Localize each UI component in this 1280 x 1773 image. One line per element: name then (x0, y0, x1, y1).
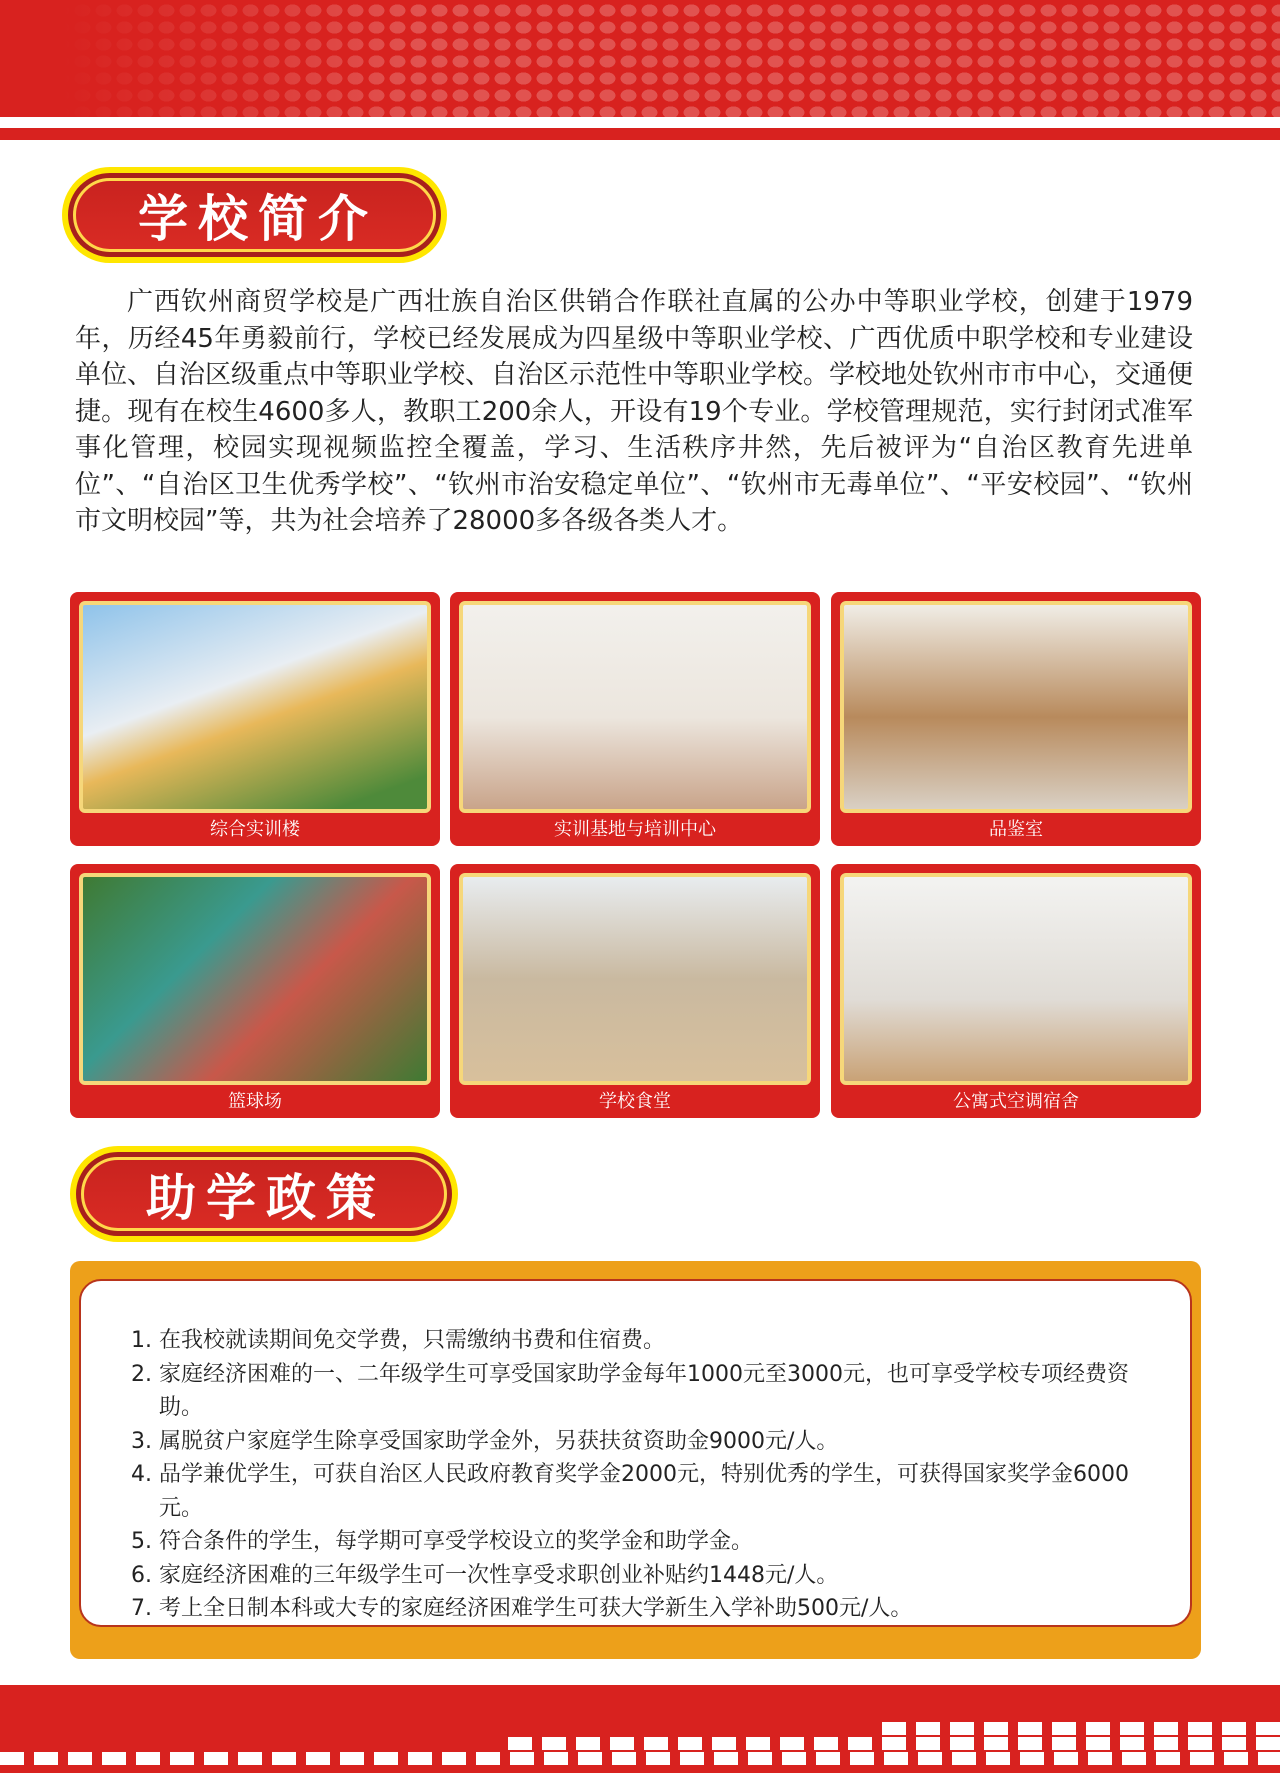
footer-square (986, 1752, 1010, 1765)
footer-square (136, 1752, 160, 1765)
footer-square (850, 1752, 874, 1765)
footer-square (578, 1752, 602, 1765)
footer-square (306, 1752, 330, 1765)
photo-card (70, 592, 440, 846)
policy-item: 5. 符合条件的学生，每学期可享受学校设立的奖学金和助学金。 (131, 1529, 753, 1554)
school-intro-text: 广西钦州商贸学校是广西壮族自治区供销合作联社直属的公办中等职业学校，创建于1979年，历经45年勇毅前行，学校已经发展成为四星级中等职业学校、广西优质中职学校和专业建设单位、自治区级重点中等职业学校、自治区示范性中等职业学校。学校地处钦州市市中心，交通便捷。现有在校生4600多人，教职工200余人，开设有19个专业。学校管理规范，实行封闭式准军事化管理，校园实现视频监控全覆盖，学习、生活秩序井然，先后被评为“自治区教育先进单位”、“自治区卫生优秀学校”、“钦州市治安稳定单位”、“钦州市无毒单位”、“平安校园”、“钦州市文明校园”等，共为社会培养了28000多各级各类人才。 (75, 287, 1194, 536)
photo-image (459, 601, 811, 813)
footer-square (884, 1752, 908, 1765)
photo-image (840, 873, 1192, 1085)
policy-item: 1. 在我校就读期间免交学费，只需缴纳书费和住宿费。 (131, 1328, 665, 1353)
section-title: 学校简介 (73, 178, 436, 252)
footer-square (204, 1752, 228, 1765)
section-badge-intro (62, 167, 447, 263)
policy-item: 2. 家庭经济困难的一、二年级学生可享受国家助学金每年1000元至3000元，也可享受学校专项经费资助。 (131, 1361, 1129, 1420)
footer-square (510, 1752, 534, 1765)
footer-square (952, 1752, 976, 1765)
policy-item: 3. 属脱贫户家庭学生除享受国家助学金外，另获扶贫资助金9000元/人。 (131, 1428, 839, 1454)
footer-square (1020, 1752, 1044, 1765)
footer-square (1256, 1737, 1280, 1750)
footer-square (984, 1737, 1008, 1750)
footer-square (374, 1752, 398, 1765)
footer-square (1018, 1737, 1042, 1750)
footer-square (476, 1752, 500, 1765)
photo-card (70, 864, 440, 1118)
footer-square (1154, 1737, 1178, 1750)
photo-card (450, 864, 820, 1118)
footer-square (1258, 1752, 1280, 1765)
photo-image (79, 601, 431, 813)
footer-square (68, 1752, 92, 1765)
footer-square (34, 1752, 58, 1765)
footer-square (1224, 1752, 1248, 1765)
footer-square (508, 1737, 532, 1750)
photo-caption: 学校食堂 (599, 1091, 671, 1112)
footer-square (678, 1737, 702, 1750)
footer-square (644, 1737, 668, 1750)
footer-square (1054, 1752, 1078, 1765)
photo-image (840, 601, 1192, 813)
footer-square (272, 1752, 296, 1765)
footer-square (1018, 1722, 1042, 1735)
footer-square (814, 1737, 838, 1750)
footer-square (1154, 1722, 1178, 1735)
footer-square (544, 1752, 568, 1765)
footer-square (1052, 1737, 1076, 1750)
section-badge-policy (70, 1146, 458, 1242)
footer-square (1256, 1722, 1280, 1735)
footer-square (680, 1752, 704, 1765)
footer-square (782, 1752, 806, 1765)
footer-square (848, 1737, 872, 1750)
footer-square (984, 1722, 1008, 1735)
header-stripe (0, 128, 1280, 140)
footer-square (950, 1737, 974, 1750)
photo-card (831, 864, 1201, 1118)
footer-square (238, 1752, 262, 1765)
footer-square (714, 1752, 738, 1765)
footer-square (1120, 1737, 1144, 1750)
footer-square (1188, 1722, 1212, 1735)
footer-square (1122, 1752, 1146, 1765)
footer-square (1088, 1752, 1112, 1765)
footer-square (1222, 1737, 1246, 1750)
photo-image (459, 873, 811, 1085)
footer-square (542, 1737, 566, 1750)
footer-square (1188, 1737, 1212, 1750)
footer-square (610, 1737, 634, 1750)
footer-square (780, 1737, 804, 1750)
photo-card (831, 592, 1201, 846)
footer-square (0, 1752, 24, 1765)
section-title: 助学政策 (81, 1157, 447, 1231)
footer-square (1190, 1752, 1214, 1765)
footer-square (746, 1737, 770, 1750)
footer-square (1120, 1722, 1144, 1735)
photo-caption: 品鉴室 (989, 819, 1043, 840)
footer-square (442, 1752, 466, 1765)
photo-card (450, 592, 820, 846)
footer-square (408, 1752, 432, 1765)
photo-caption: 实训基地与培训中心 (554, 819, 716, 840)
footer-square (816, 1752, 840, 1765)
footer-square (882, 1737, 906, 1750)
photo-caption: 公寓式空调宿舍 (953, 1091, 1079, 1112)
footer-square (918, 1752, 942, 1765)
footer-square (712, 1737, 736, 1750)
footer-square (1156, 1752, 1180, 1765)
footer-square (1052, 1722, 1076, 1735)
photo-caption: 篮球场 (228, 1091, 282, 1112)
photo-image (79, 873, 431, 1085)
policy-item: 7. 考上全日制本科或大专的家庭经济困难学生可获大学新生入学补助500元/人。 (131, 1596, 913, 1621)
footer-square (1086, 1722, 1110, 1735)
footer-square (916, 1737, 940, 1750)
footer-square (748, 1752, 772, 1765)
policy-box (70, 1261, 1201, 1659)
header-fade (0, 0, 420, 117)
photo-caption: 综合实训楼 (210, 819, 300, 840)
policy-item: 4. 品学兼优学生，可获自治区人民政府教育奖学金2000元，特别优秀的学生，可获得国家奖学金6000元。 (131, 1462, 1129, 1521)
footer-square (950, 1722, 974, 1735)
footer-square (646, 1752, 670, 1765)
footer-square (576, 1737, 600, 1750)
footer-square (170, 1752, 194, 1765)
footer-square (340, 1752, 364, 1765)
footer-square (916, 1722, 940, 1735)
footer-square (102, 1752, 126, 1765)
footer-square (1086, 1737, 1110, 1750)
footer-square (1222, 1722, 1246, 1735)
footer-square (612, 1752, 636, 1765)
policy-item: 6. 家庭经济困难的三年级学生可一次性享受求职创业补贴约1448元/人。 (131, 1562, 839, 1588)
footer-square (882, 1722, 906, 1735)
